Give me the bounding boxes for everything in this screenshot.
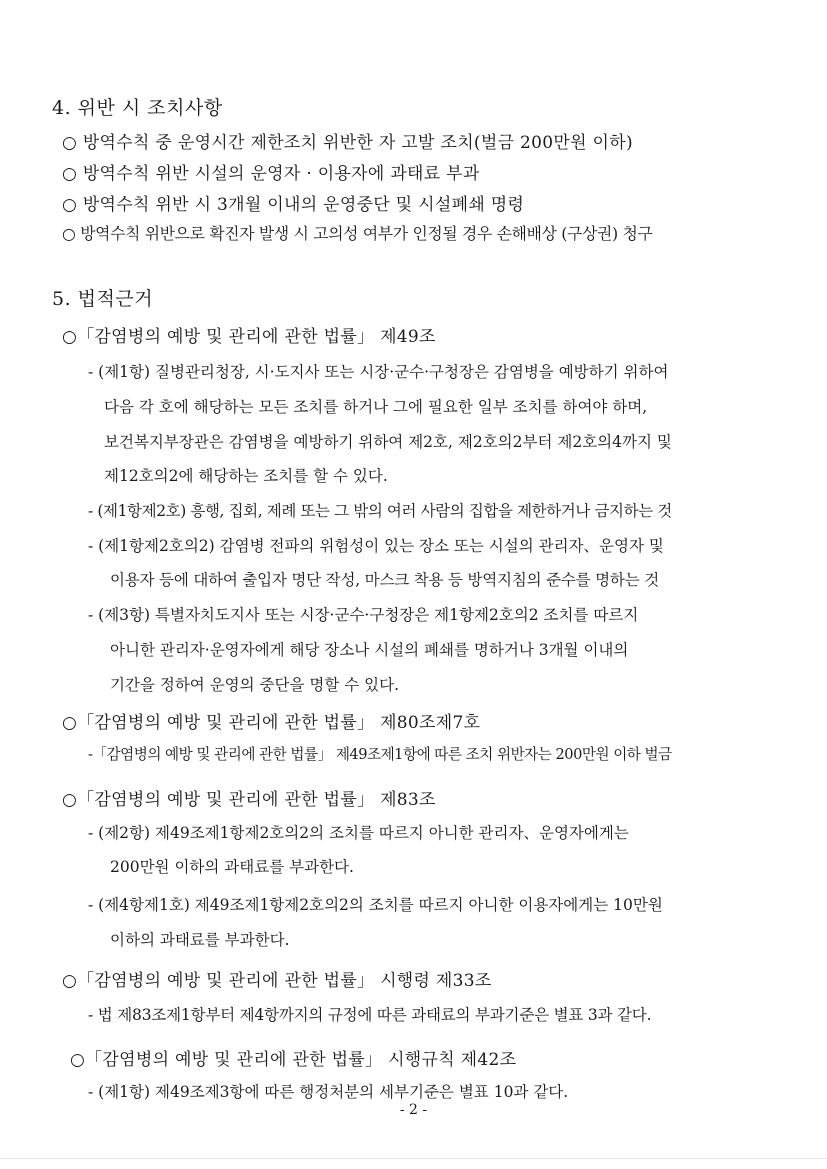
law-83-line: 이하의 과태료를 부과한다.	[110, 931, 290, 949]
law-49-line: 제12호의2에 해당하는 조치를 할 수 있다.	[104, 467, 388, 485]
law-49-line: 기간을 정하여 운영의 중단을 명할 수 있다.	[110, 676, 400, 694]
law-49-line: 이용자 등에 대하여 출입자 명단 작성, 마스크 착용 등 방역지침의 준수를 명하는 것	[110, 571, 659, 589]
law-49-line: - (제1항제2호) 흥행, 집회, 제례 또는 그 밖의 여러 사람의 집합을 제한하거나 금지하는 것	[88, 502, 672, 520]
law-rule-42-title: ○「감염병의 예방 및 관리에 관한 법률」 시행규칙 제42조	[70, 1050, 517, 1070]
law-80-title: ○「감염병의 예방 및 관리에 관한 법률」 제80조제7호	[62, 713, 481, 733]
law-49-line: - (제1항제2호의2) 감염병 전파의 위험성이 있는 장소 또는 시설의 관리자、운영자 및	[88, 537, 664, 555]
page-number: - 2 -	[399, 1102, 428, 1118]
law-decree-33-line: - 법 제83조제1항부터 제4항까지의 규정에 따른 과태료의 부과기준은 별표 3과 같다.	[88, 1006, 652, 1024]
law-83-line: 200만원 이하의 과태료를 부과한다.	[110, 858, 354, 876]
law-49-line: 보건복지부장관은 감염병을 예방하기 위하여 제2호, 제2호의2부터 제2호의4까지 및	[104, 433, 672, 451]
law-49-line: 다음 각 호에 해당하는 모든 조치를 하거나 그에 필요한 일부 조치를 하여야 하며,	[104, 398, 648, 416]
section-4-item-3: ○ 방역수칙 위반 시 3개월 이내의 운영중단 및 시설폐쇄 명령	[62, 195, 525, 215]
law-49-line: 아니한 관리자·운영자에게 해당 장소나 시설의 폐쇄를 명하거나 3개월 이내의	[110, 641, 629, 659]
section-4-item-2: ○ 방역수칙 위반 시설의 운영자 · 이용자에 과태료 부과	[62, 164, 480, 184]
section-4-item-4: ○ 방역수칙 위반으로 확진자 발생 시 고의성 여부가 인정될 경우 손해배상 (구상권) 청구	[62, 224, 653, 243]
law-rule-42-line: - (제1항) 제49조제3항에 따른 행정처분의 세부기준은 별표 10과 같다.	[88, 1083, 569, 1101]
law-49-title: ○「감염병의 예방 및 관리에 관한 법률」 제49조	[62, 327, 436, 347]
law-83-line: - (제2항) 제49조제1항제2호의2의 조치를 따르지 아니한 관리자、운영자에게는	[88, 824, 629, 842]
section-4-heading: 4. 위반 시 조치사항	[52, 97, 223, 119]
law-83-line: - (제4항제1호) 제49조제1항제2호의2의 조치를 따르지 아니한 이용자에게는 10만원	[88, 896, 663, 914]
law-decree-33-title: ○「감염병의 예방 및 관리에 관한 법률」 시행령 제33조	[62, 971, 492, 991]
section-4-item-1: ○ 방역수칙 중 운영시간 제한조치 위반한 자 고발 조치(벌금 200만원 이하)	[62, 133, 633, 153]
law-83-title: ○「감염병의 예방 및 관리에 관한 법률」 제83조	[62, 790, 436, 810]
page-bottom-edge	[0, 1158, 827, 1159]
law-49-line: - (제1항) 질병관리청장, 시·도지사 또는 시장·군수·구청장은 감염병을 예방하기 위하여	[88, 363, 669, 381]
section-5-heading: 5. 법적근거	[52, 288, 154, 310]
law-80-line: -「감염병의 예방 및 관리에 관한 법률」 제49조제1항에 따른 조치 위반자는 200만원 이하 벌금	[88, 746, 672, 763]
law-49-line: - (제3항) 특별자치도지사 또는 시장·군수·구청장은 제1항제2호의2 조치를 따르지	[88, 606, 639, 624]
